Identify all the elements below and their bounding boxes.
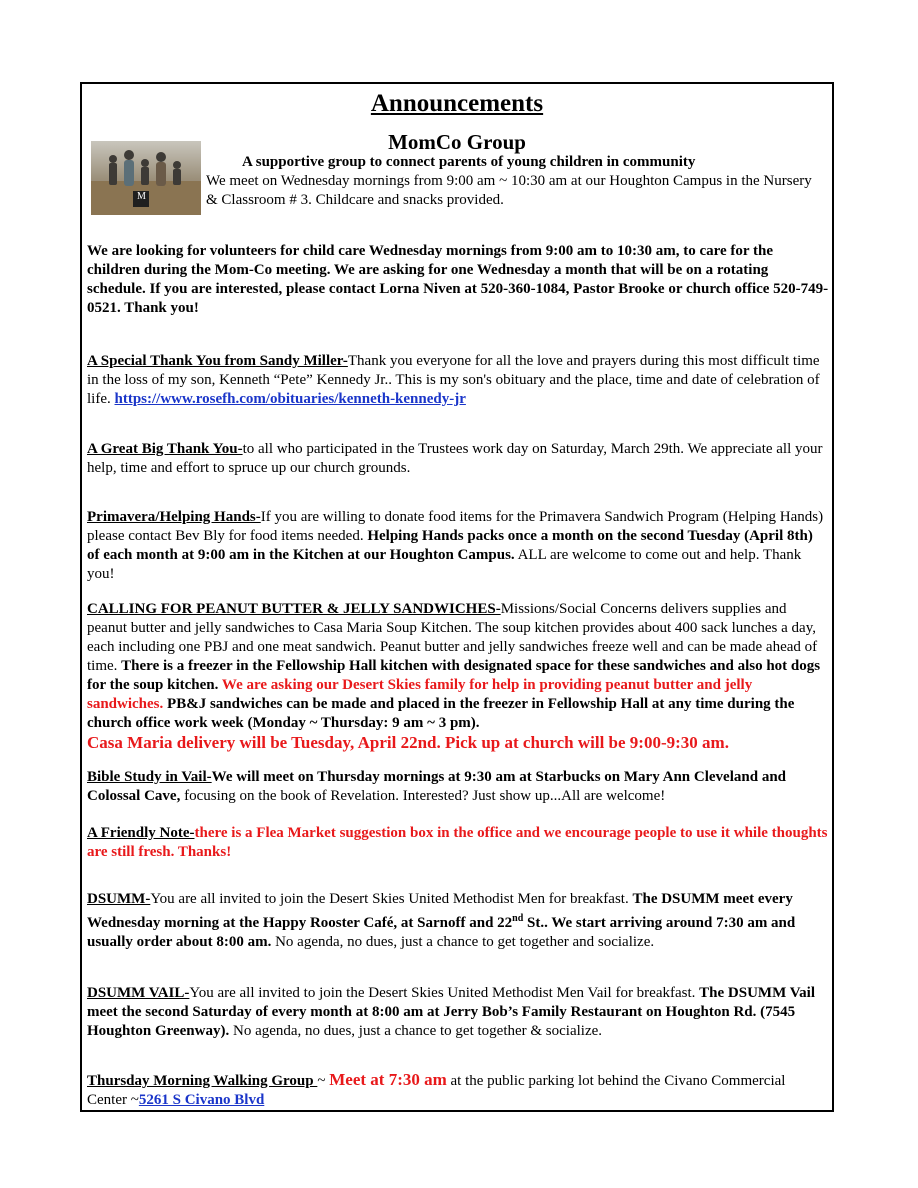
dsumm-vail [87, 984, 829, 1041]
note-heading: A Friendly Note- [87, 825, 195, 841]
momco-description: We meet on Wednesday mornings from 9:00 am ~ 10:30 am at our Houghton Campus in the Nursery & Classroom # 3. Childcare and snacks provided. [206, 173, 812, 208]
primavera-tail: ALL are welcome to come out and help. Thank you! [87, 547, 802, 582]
walking-group [87, 1070, 829, 1110]
civano-address-link[interactable]: 5261 S Civano Blvd [138, 1092, 265, 1108]
momco-heading: MomCo Group [388, 130, 526, 154]
dsumm-vail-text: You are all invited to join the Desert Skies United Methodist Men Vail for breakfast. [189, 985, 700, 1001]
primavera-text: If you are willing to donate food items for the Primavera Sandwich Program (Helping Hands) please contact Bev Bly for food items needed. [87, 509, 824, 544]
pbj-bold-2: PB&J sandwiches can be made and placed in the freezer in Fellowship Hall at any time during the church office work week (Monday ~ Thursday: 9 am ~ 3 pm). [87, 696, 795, 731]
dsumm-vail-tail: No agenda, no dues, just a chance to get together & socialize. [229, 1023, 603, 1039]
pbj-drive [87, 600, 829, 754]
volunteers-notice: We are looking for volunteers for child care Wednesday mornings from 9:00 am to 10:30 am, to care for the children during the Mom-Co meeting. We are asking for one Wednesday a month that will be on a rotating schedule. If you are interested, please contact Lorna Niven at 520-360-1084, Pastor Brooke or church office 520-749-0521. Thank you! [87, 243, 829, 316]
walking-sep: ~ [317, 1073, 330, 1089]
dsumm-vail-heading: DSUMM VAIL- [87, 985, 190, 1001]
sandy-thanks [87, 352, 829, 409]
sandy-thanks-text: Thank you everyone for all the love and prayers during this most difficult time in the loss of my son, Kenneth “Pete” Kennedy Jr.. This is my son's obituary and the place, time and date of celebration of life. [87, 353, 820, 407]
announcements-frame [80, 82, 834, 1112]
bible-heading: Bible Study in Vail- [87, 769, 212, 785]
primavera-bold: Helping Hands packs once a month on the second Tuesday (April 8th) of each month at 9:00 am in the Kitchen at our Houghton Campus. [87, 528, 813, 563]
momco-logo-letter: M [137, 191, 146, 202]
dsumm-text: You are all invited to join the Desert Skies United Methodist Men for breakfast. [150, 891, 633, 907]
dsumm-heading: DSUMM- [87, 891, 151, 907]
bible-study [87, 768, 829, 806]
bible-bold: We will meet on Thursday mornings at 9:30 am at Starbucks on Mary Ann Cleveland and Colossal Cave, [87, 769, 786, 804]
primavera [87, 508, 829, 584]
sandy-thanks-heading: A Special Thank You from Sandy Miller- [87, 353, 348, 369]
note-text: there is a Flea Market suggestion box in the office and we encourage people to use it while thoughts are still fresh. Thanks! [87, 825, 828, 860]
walking-text: at the public parking lot behind the Civano Commercial Center ~ [87, 1073, 786, 1108]
momco-subtitle: A supportive group to connect parents of young children in community [242, 154, 696, 170]
walking-heading: Thursday Morning Walking Group [87, 1073, 318, 1089]
walking-time: Meet at 7:30 am [329, 1070, 447, 1089]
dsumm-bold-a: The DSUMM meet every Wednesday morning at the Happy Rooster Café, at Sarnoff and 22 [87, 891, 793, 931]
pbj-red-1: We are asking our Desert Skies family for help in providing peanut butter and jelly sandwiches. [87, 677, 753, 712]
dsumm-sup: nd [512, 913, 524, 924]
pbj-bold-1: There is a freezer in the Fellowship Hall kitchen with designated space for these sandwiches and also hot dogs for the soup kitchen. [87, 658, 821, 693]
dsumm-bold-b: St.. We start arriving around 7:30 am and usually order about 8:00 am. [87, 915, 796, 950]
pbj-heading: CALLING FOR PEANUT BUTTER & JELLY SANDWICHES- [87, 601, 501, 617]
pbj-text: Missions/Social Concerns delivers supplies and peanut butter and jelly sandwiches to Casa Maria Soup Kitchen. The soup kitchen provides about 400 sack lunches a day, each including one PBJ and one meat sandwich. Peanut butter and jelly sandwiches freeze well and can be made ahead of time. [87, 601, 818, 674]
dsumm-tail: No agenda, no dues, just a chance to get together and socialize. [271, 934, 655, 950]
big-thanks-heading: A Great Big Thank You- [87, 441, 243, 457]
dsumm-vail-bold: The DSUMM Vail meet the second Saturday of every month at 8:00 am at Jerry Bob’s Family Restaurant on Houghton Rd. (7545 Houghton Greenway). [87, 985, 816, 1039]
friendly-note [87, 824, 829, 862]
big-thanks [87, 440, 829, 478]
page-title: Announcements [370, 90, 544, 117]
pbj-red-2: Casa Maria delivery will be Tuesday, April 22nd. Pick up at church will be 9:00-9:30 am. [87, 733, 729, 752]
primavera-heading: Primavera/Helping Hands- [87, 509, 261, 525]
obituary-link[interactable]: https://www.rosefh.com/obituaries/kenneth-kennedy-jr [114, 391, 466, 407]
dsumm [87, 890, 829, 952]
bible-text: focusing on the book of Revelation. Interested? Just show up...All are welcome! [180, 788, 666, 804]
big-thanks-text: to all who participated in the Trustees work day on Saturday, March 29th. We appreciate all your help, time and effort to spruce up our church grounds. [87, 441, 823, 476]
